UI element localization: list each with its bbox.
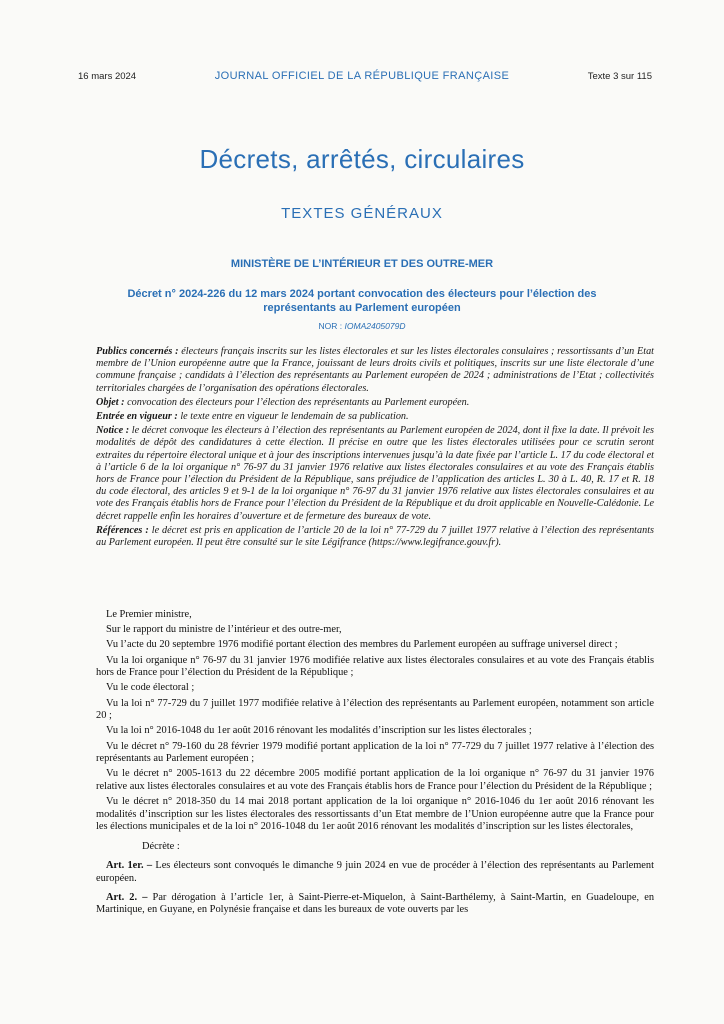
- visa-item: Vu le code électoral ;: [106, 682, 195, 694]
- visa-item: Vu la loi n° 77-729 du 7 juillet 1977 modifiée relative à l’élection des représentants au Parlement européen, notamment son article 20 ;: [96, 697, 654, 722]
- visa-item: Vu le décret n° 2005-1613 du 22 décembre 2005 modifié portant application de la loi organique n° 76-97 du 31 janvier 1976 relative aux listes électorales consulaires et au vote des Français établis hors de France pour l’élection du Président de la République ;: [96, 768, 654, 792]
- decrete-line: Décrète :: [142, 840, 180, 852]
- visa-item: Vu la loi organique n° 76-97 du 31 janvier 1976 modifiée relative aux listes électorales consulaires et au vote des Français établis hors de France pour l’élection du Président de la République ;: [96, 654, 654, 679]
- nor-value: IOMA2405079D: [344, 321, 406, 331]
- notice-paragraph: [96, 525, 654, 549]
- ministry-title: MINISTÈRE DE L’INTÉRIEUR ET DES OUTRE-MER: [230, 258, 494, 270]
- notice-text: convocation des électeurs pour l’élection des représentants au Parlement européen.: [124, 396, 470, 408]
- visa-item: Vu la loi n° 2016-1048 du 1er août 2016 rénovant les modalités d’inscription sur les listes électorales ;: [106, 725, 532, 737]
- notice-paragraph: [96, 425, 654, 523]
- journal-title: JOURNAL OFFICIEL DE LA RÉPUBLIQUE FRANÇAISE: [214, 70, 510, 82]
- article-text: Par dérogation à l’article 1er, à Saint-Pierre-et-Miquelon, à Saint-Barthélemy, à Saint-Martin, en Guadeloupe, en Martinique, en Guyane, en Polynésie française et dans les bureaux de vote ouverts par les: [96, 891, 655, 916]
- visa-item: Vu le décret n° 2018-350 du 14 mai 2018 portant application de la loi organique n° 2016-1046 du 1er août 2016 rénovant les modalités d’inscription sur les listes électorales des ressortissants d’un Etat membre de l’Union européenne autre que la France pour les élections municipales et de la loi n° 2016-1048 du 1er août 2016 rénovant les modalités d’inscription sur les listes électorales,: [96, 796, 654, 833]
- notice-text: électeurs français inscrits sur les listes électorales et sur les listes électorales consulaires ; ressortissants d’un Etat membre de l’Union européenne autre que la France, jouissant de leurs droits civils et politiques, inscrits sur une liste électorale d’une commune française ; candidats à l’élection des représentants au Parlement européen de 2024 ; administrations de l’Etat ; collectivités territoriales chargées de l’organisation des opérations électorales.: [96, 346, 654, 394]
- page-title: Décrets, arrêtés, circulaires: [199, 144, 525, 174]
- section-title: TEXTES GÉNÉRAUX: [281, 205, 443, 222]
- decree-body: [96, 609, 654, 923]
- notice-text: le décret convoque les électeurs à l’élection des représentants au Parlement européen de 2024, dont il fixe la date. Il prévoit les modalités de dépôt des candidatures à cette élection. Il précise en outre que les listes électorales utilisées pour ce scrutin seront extraites du répertoire électoral unique et à jour des inscriptions intervenues jusqu’à la date fixée par l’article L. 17 du code électoral et à l’article 6 de la loi organique n° 76-97 du 31 janvier 1976 relative aux listes électorales consulaires et au vote des Français établis hors de France pour l’élection du Président de la République, sans préjudice de l’application des articles L. 30 à L. 40, R. 17 et R. 18 du code électoral, des articles 9 et 9-1 de la loi organique n° 76-97 du 31 janvier 1976 relative aux listes électorales consulaires et au vote des Français établis hors de France pour l’élection du Président de la République et du droit applicable en Nouvelle-Calédonie. Le décret rappelle enfin les horaires d’ouverture et de fermeture des bureaux de vote.: [96, 425, 654, 522]
- nor-label: NOR :: [318, 321, 345, 331]
- notice-text: le décret est pris en application de l’article 20 de la loi n° 77-729 du 7 juillet 1977 relative à l’élection des représentants au Parlement européen. Il peut être consulté sur le site Légifrance (https://www.legifrance.gouv.fr).: [96, 524, 654, 549]
- visa-item: Vu l’acte du 20 septembre 1976 modifié portant élection des membres du Parlement européen au suffrage universel direct ;: [106, 639, 618, 651]
- nor-reference: [0, 321, 724, 331]
- notice-label: Entrée en vigueur :: [96, 411, 178, 423]
- notice-label: Objet :: [96, 396, 125, 408]
- notice-label: Références :: [96, 524, 149, 536]
- notice-block: [96, 346, 654, 551]
- article-2: [96, 892, 654, 917]
- article-label: Art. 1er. –: [106, 860, 153, 872]
- article-label: Art. 2. –: [106, 891, 148, 903]
- notice-text: le texte entre en vigueur le lendemain de sa publication.: [177, 411, 409, 423]
- header-date: 16 mars 2024: [78, 71, 137, 82]
- rapport-line: Sur le rapport du ministre de l’intérieur et des outre-mer,: [106, 624, 342, 636]
- notice-label: Notice :: [96, 425, 130, 437]
- notice-label: Publics concernés :: [96, 346, 179, 357]
- article-text: Les électeurs sont convoqués le dimanche 9 juin 2024 en vue de procéder à l’élection des représentants au Parlement européen.: [96, 860, 654, 885]
- premier-ministre: Le Premier ministre,: [106, 609, 192, 620]
- notice-paragraph: [96, 397, 654, 409]
- visa-item: Vu le décret n° 79-160 du 28 février 1979 modifié portant application de la loi n° 77-729 du 7 juillet 1977 relative à l’élection des représentants au Parlement européen ;: [96, 740, 654, 765]
- text-number: Texte 3 sur 115: [587, 71, 652, 82]
- notice-paragraph: [96, 346, 654, 395]
- decree-title: Décret n° 2024-226 du 12 mars 2024 portant convocation des électeurs pour l’élection des représentants au Parlement européen: [127, 288, 597, 314]
- notice-paragraph: [96, 411, 654, 423]
- article-1: [96, 860, 654, 885]
